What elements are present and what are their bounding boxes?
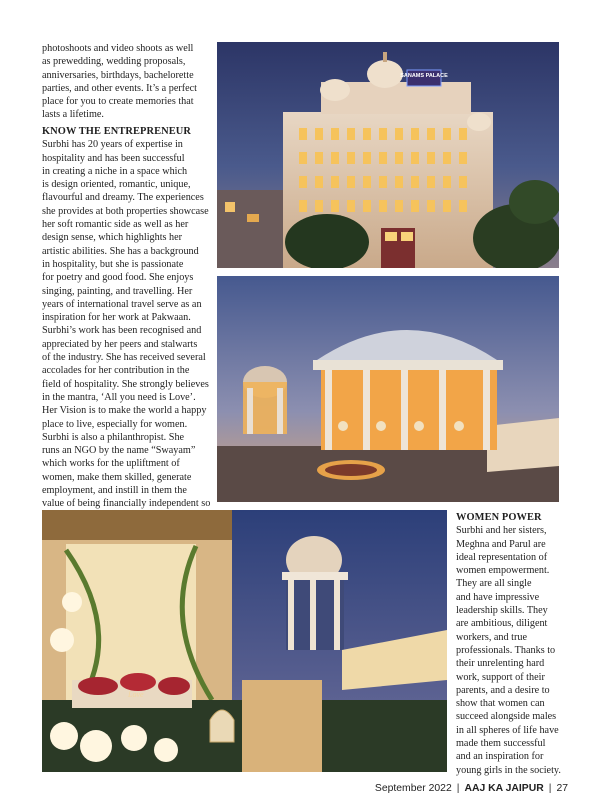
entrepreneur-line: of the industry. She has received several (42, 352, 206, 364)
women-power-line: Meghna and Parul are (456, 538, 546, 550)
entrepreneur-line: Surbhi’s work has been recognised and (42, 325, 202, 337)
entrepreneur-line: accolades for her contribution in the (42, 365, 190, 377)
entrepreneur-line: in creating a niche in a space which (42, 165, 188, 177)
women-power-line: succeed alongside males (456, 711, 557, 723)
intro-line: anniversaries, birthdays, bachelorette (42, 69, 194, 81)
women-power-line: Surbhi and her sisters, (456, 525, 547, 537)
entrepreneur-line: is design oriented, romantic, unique, (42, 179, 191, 191)
entrepreneur-heading: KNOW THE ENTREPRENEUR (42, 126, 191, 137)
women-power-heading: WOMEN POWER (456, 512, 542, 523)
intro-line: as prewedding, wedding proposals, (42, 56, 186, 68)
women-power-line: women empowerment. (456, 565, 550, 577)
footer-separator: | (548, 783, 552, 794)
intro-paragraph (42, 42, 208, 122)
hotel-sign-text: SANAMS PALACE (400, 73, 448, 79)
women-power-line: leadership skills. They (456, 605, 548, 617)
entrepreneur-body (42, 138, 212, 524)
women-power-line: professionals. Thanks to (456, 644, 556, 656)
entrepreneur-line: design sense, which highlights her (42, 232, 183, 244)
intro-line: place for you to create memories that (42, 96, 194, 108)
women-power-line: and have impressive (456, 591, 540, 603)
women-power-line: young girls in the society. (456, 764, 561, 776)
intro-line: lasts a lifetime. (42, 109, 104, 121)
entrepreneur-line: which works for the upliftment of (42, 458, 180, 470)
magazine-name: AAJ KA JAIPUR (464, 783, 544, 794)
entrepreneur-section (42, 125, 212, 524)
hotel-building-photo (217, 42, 559, 268)
women-power-line: workers, and true (456, 631, 528, 643)
entrepreneur-line: value of being financially independent so (42, 498, 211, 510)
footer-separator: | (456, 783, 460, 794)
page-footer (0, 783, 568, 794)
entrepreneur-line: women, make them skilled, generate (42, 471, 192, 483)
entrepreneur-line: for poetry and good food. She enjoys (42, 272, 194, 284)
entrepreneur-line: her soft romantic side as well as her (42, 219, 189, 231)
women-power-line: work, support of their (456, 671, 545, 683)
cushion-text: Love (128, 690, 144, 699)
entrepreneur-line: she provides at both properties showcase (42, 205, 209, 217)
intro-line: photoshoots and video shoots as well (42, 43, 194, 54)
women-power-line: are ambitious, diligent (456, 618, 548, 630)
women-power-line: They are all single (456, 578, 532, 590)
entrepreneur-line: years of international travel serve as an (42, 298, 202, 310)
entrepreneur-line: artistic abilities. She has a background (42, 245, 199, 257)
women-power-line: their unrelenting hard (456, 658, 545, 670)
women-power-line: made them successful (456, 738, 546, 750)
intro-line: parties, and other events. It’s a perfect (42, 82, 198, 94)
women-power-line: and an inspiration for (456, 751, 544, 763)
entrepreneur-line: inspiration for her work at Pakwaan. (42, 312, 191, 324)
women-power-section (456, 511, 568, 777)
entrepreneur-line: in hospitality, but she is passionate (42, 258, 184, 270)
entrepreneur-line: singing, painting, and travelling. Her (42, 285, 193, 297)
decorated-terrace-photo (42, 510, 447, 772)
entrepreneur-line: appreciated by her peers and stalwarts (42, 338, 198, 350)
entrepreneur-line: employment, and instill in them the (42, 485, 187, 497)
issue-date: September 2022 (374, 783, 452, 794)
entrepreneur-line: runs an NGO by the name “Swayam” (42, 445, 196, 457)
rooftop-pavilion-photo (217, 276, 559, 502)
entrepreneur-line: Surbhi is also a philanthropist. She (42, 431, 185, 443)
women-power-line: in all spheres of life have (456, 724, 559, 736)
entrepreneur-line: Surbhi has 20 years of expertise in (42, 139, 183, 151)
women-power-line: show that women can (456, 698, 545, 710)
page-number: 27 (556, 783, 568, 794)
entrepreneur-line: place to live, especially for women. (42, 418, 188, 430)
entrepreneur-line: hospitality and has been successful (42, 152, 185, 164)
entrepreneur-line: flavourful and dreamy. The experiences (42, 192, 204, 204)
entrepreneur-line: field of hospitality. She strongly believes (42, 378, 209, 390)
entrepreneur-line: in the mantra, ‘All you need is Love’. (42, 391, 196, 403)
women-power-body (456, 524, 568, 777)
entrepreneur-line: Her Vision is to make the world a happy (42, 405, 207, 417)
women-power-line: parents, and a desire to (456, 684, 550, 696)
women-power-line: ideal representation of (456, 551, 548, 563)
